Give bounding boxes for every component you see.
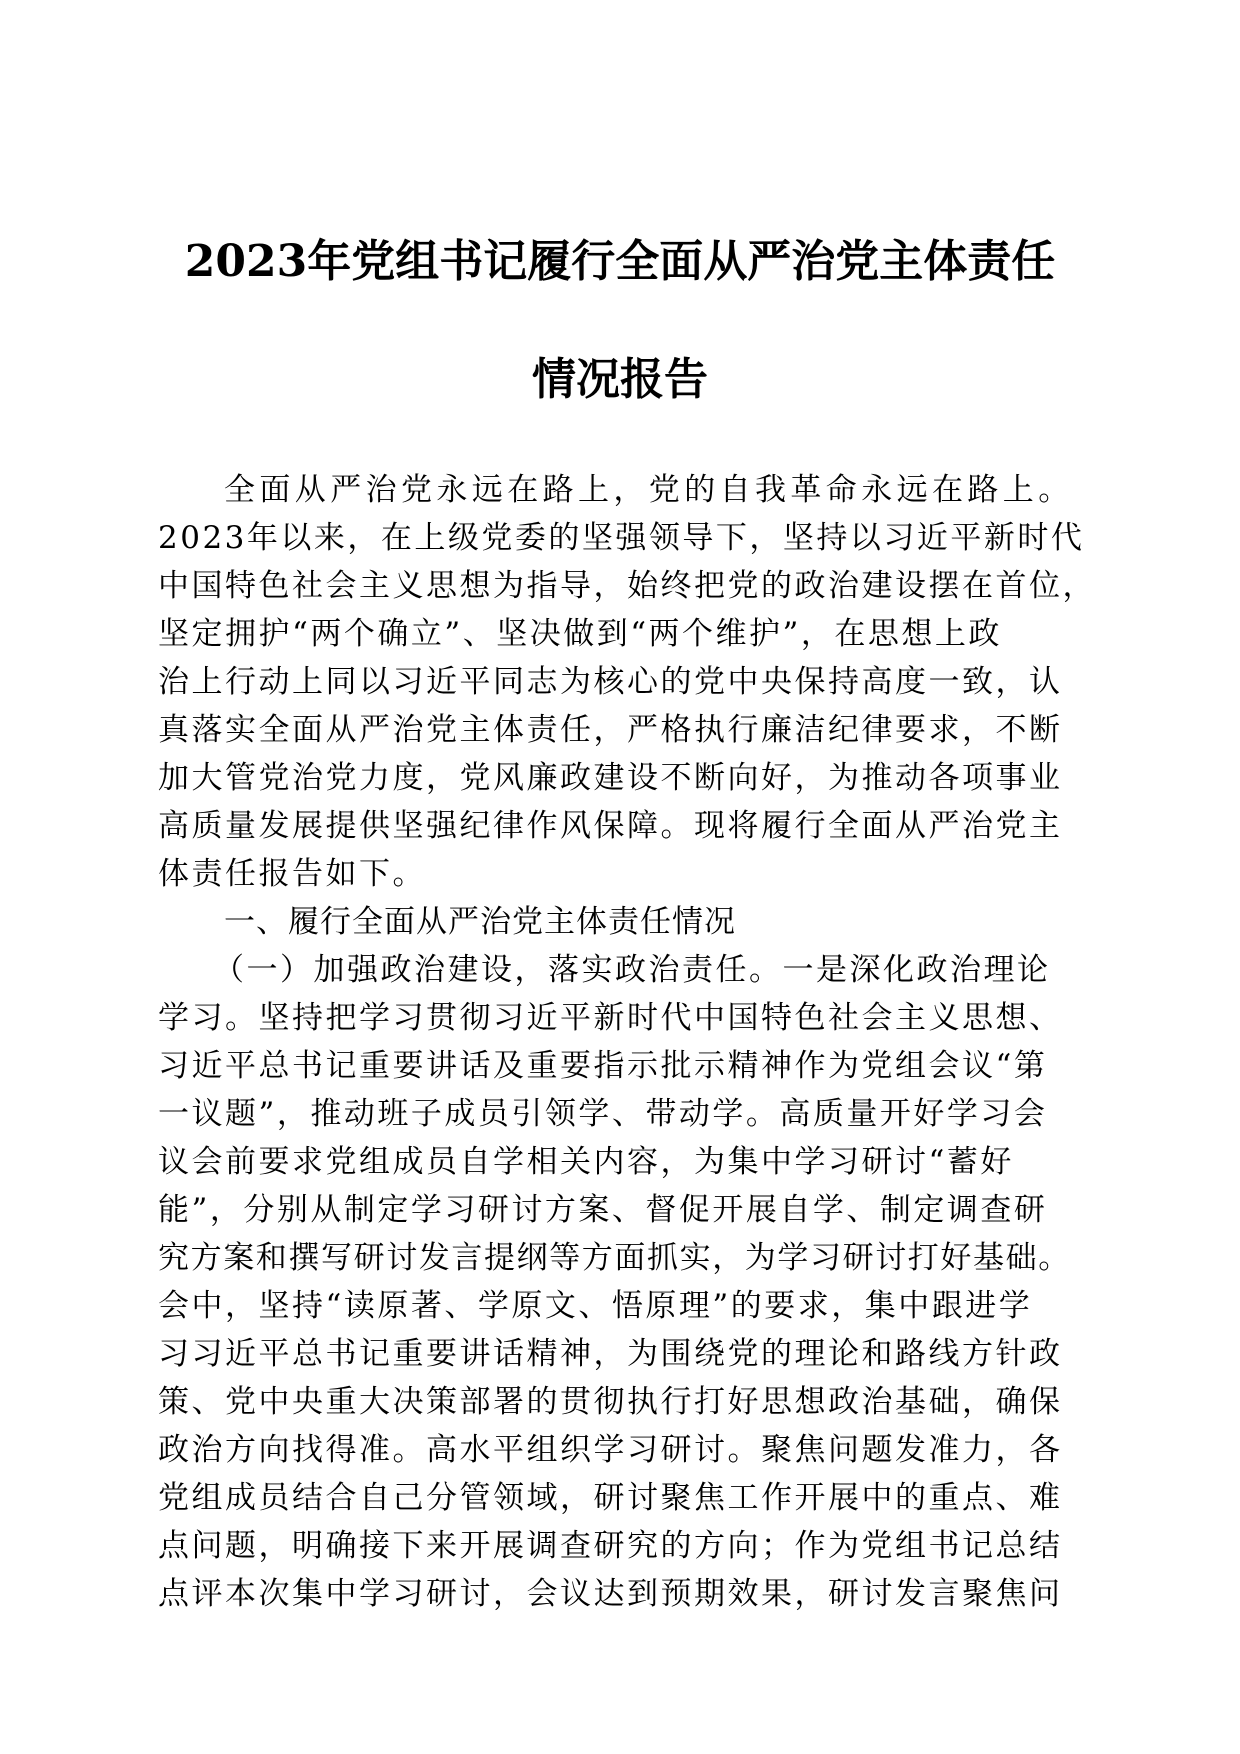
document-title-line-2: 情况报告 (532, 354, 708, 405)
body-line: 议会前要求党组成员自学相关内容，为集中学习研讨“蓄好 (158, 1144, 1014, 1180)
body-line: 高质量发展提供坚强纪律作风保障。现将履行全面从严治党主 (158, 808, 1063, 844)
body-line: 究方案和撰写研讨发言提纲等方面抓实，为学习研讨打好基础。 (158, 1240, 1071, 1276)
body-line: 学习。坚持把学习贯彻习近平新时代中国特色社会主义思想、 (158, 1000, 1063, 1036)
body-line: 全面从严治党永远在路上，党的自我革命永远在路上。 (224, 472, 1074, 508)
body-line: 习近平总书记重要讲话及重要指示批示精神作为党组会议“第 (158, 1048, 1048, 1084)
body-line: 政治方向找得准。高水平组织学习研讨。聚焦问题发准力，各 (158, 1432, 1063, 1468)
document-title-line-1: 2023年党组书记履行全面从严治党主体责任 (184, 236, 1056, 287)
body-line: 能”，分别从制定学习研讨方案、督促开展自学、制定调查研 (158, 1192, 1048, 1228)
body-line: 体责任报告如下。 (158, 856, 426, 892)
body-line: 坚定拥护“两个确立”、坚决做到“两个维护”，在思想上政 (158, 616, 1002, 652)
body-line: 习习近平总书记重要讲话精神，为围绕党的理论和路线方针政 (158, 1336, 1063, 1372)
body-line: 点评本次集中学习研讨，会议达到预期效果，研讨发言聚焦问 (158, 1576, 1063, 1612)
body-line: （一）加强政治建设，落实政治责任。一是深化政治理论 (213, 952, 1051, 988)
body-line: 党组成员结合自己分管领域，研讨聚焦工作开展中的重点、难 (158, 1480, 1063, 1516)
body-line: 治上行动上同以习近平同志为核心的党中央保持高度一致，认 (158, 664, 1063, 700)
body-line: 真落实全面从严治党主体责任，严格执行廉洁纪律要求，不断 (158, 712, 1063, 748)
body-line: 2023年以来，在上级党委的坚强领导下，坚持以习近平新时代 (158, 520, 1085, 556)
body-line: 加大管党治党力度，党风廉政建设不断向好，为推动各项事业 (158, 760, 1063, 796)
body-line: 一议题”，推动班子成员引领学、带动学。高质量开好学习会 (158, 1096, 1048, 1132)
body-line: 会中，坚持“读原著、学原文、悟原理”的要求，集中跟进学 (158, 1288, 1033, 1324)
section-heading: 一、履行全面从严治党主体责任情况 (224, 904, 736, 940)
body-line: 中国特色社会主义思想为指导，始终把党的政治建设摆在首位， (158, 568, 1096, 604)
body-line: 点问题，明确接下来开展调查研究的方向；作为党组书记总结 (158, 1528, 1063, 1564)
body-line: 策、党中央重大决策部署的贯彻执行打好思想政治基础，确保 (158, 1384, 1063, 1420)
